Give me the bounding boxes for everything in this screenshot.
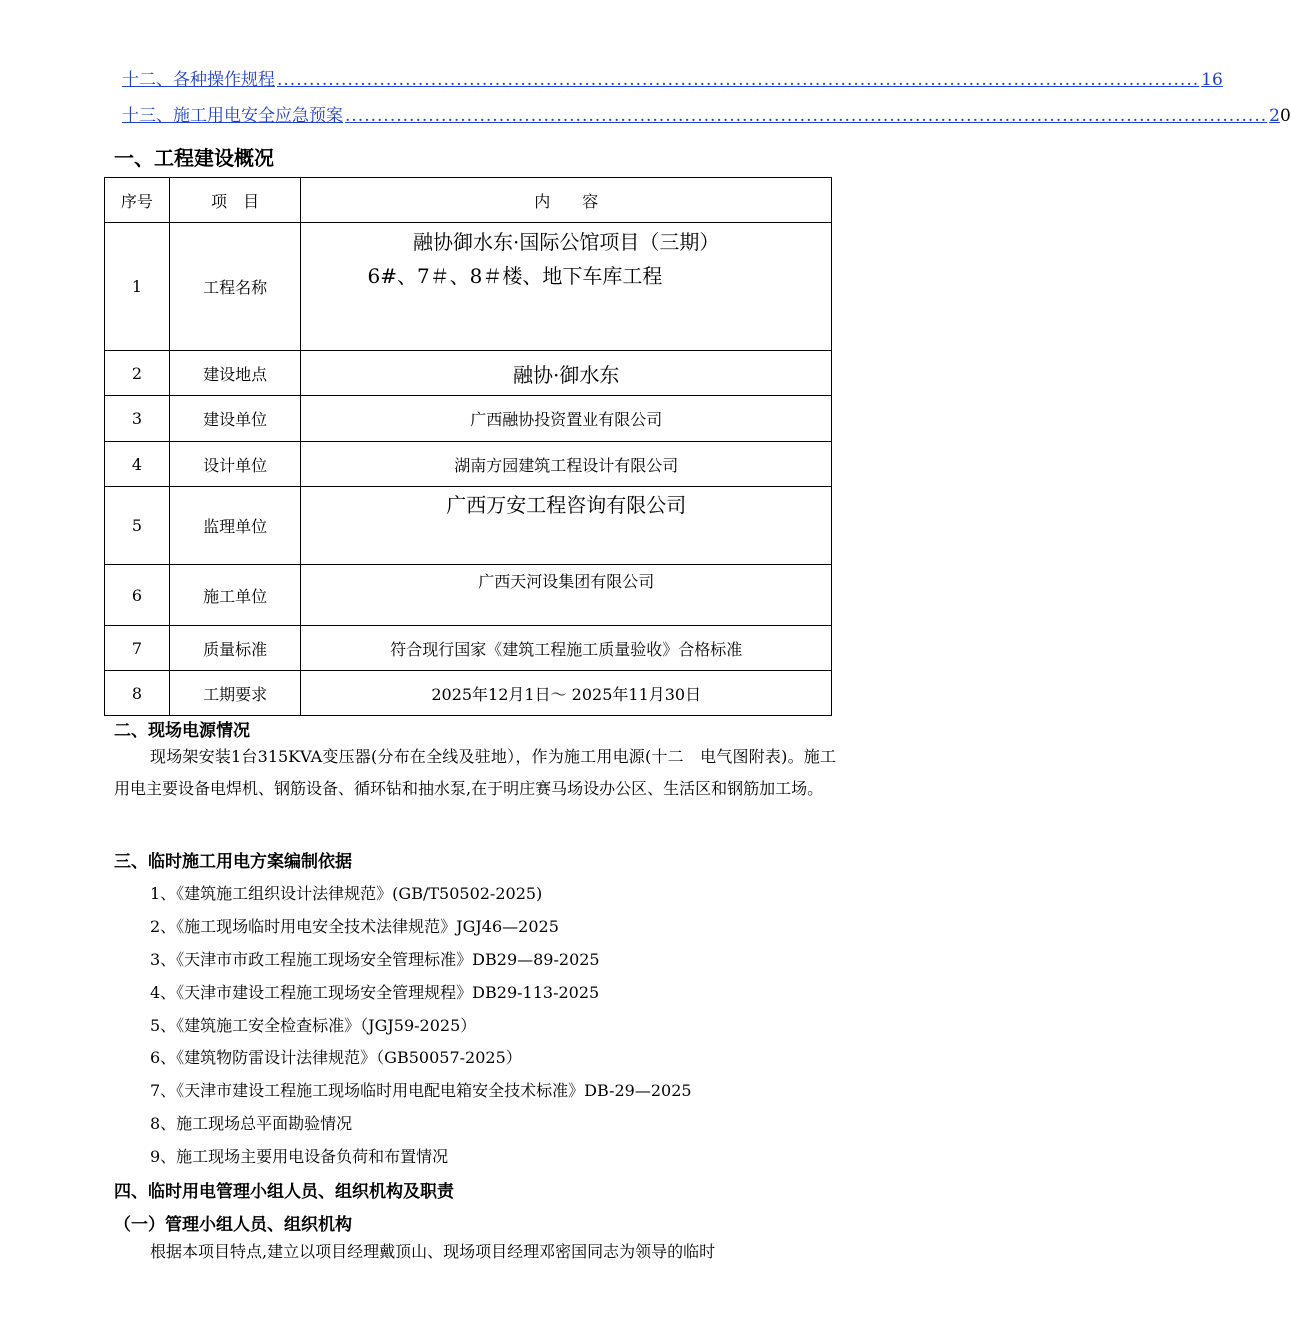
table-header-row	[105, 178, 832, 223]
section4-title: 四、临时用电管理小组人员、组织机构及职责	[114, 1182, 454, 1202]
row-content: 广西天河设集团有限公司	[301, 565, 832, 626]
toc-link-label[interactable]: 十三、施工用电安全应急预案	[122, 106, 343, 126]
section1-title: 一、工程建设概况	[114, 146, 274, 170]
section4-subtitle: （一）管理小组人员、组织机构	[114, 1215, 352, 1235]
table-row	[105, 626, 832, 671]
row-no: 6	[105, 565, 170, 626]
toc-link-label[interactable]: 十二、各种操作规程	[122, 70, 275, 90]
header-no: 序号	[105, 178, 170, 223]
reference-item: 5、《建筑施工安全检查标准》（JGJ59-2025）	[150, 1016, 477, 1035]
table-row	[105, 396, 832, 442]
row-no: 7	[105, 626, 170, 671]
row-item: 建设单位	[169, 396, 301, 442]
toc-leader-dots: ................................................................................................................................................	[345, 106, 1268, 126]
table-row	[105, 442, 832, 487]
row-no: 1	[105, 223, 170, 351]
header-content: 内 容	[301, 178, 832, 223]
reference-item: 1、《建筑施工组织设计法律规范》(GB/T50502-2025)	[150, 884, 543, 903]
section2-title: 二、现场电源情况	[114, 721, 250, 741]
row-no: 4	[105, 442, 170, 487]
toc-entry-12[interactable]	[122, 66, 1223, 90]
reference-item: 4、《天津市建设工程施工现场安全管理规程》DB29-113-2025	[150, 983, 600, 1002]
table-row	[105, 487, 832, 565]
section3-title: 三、临时施工用电方案编制依据	[114, 852, 352, 872]
toc-entry-13[interactable]	[122, 102, 1291, 126]
row-no: 8	[105, 671, 170, 716]
table-row	[105, 565, 832, 626]
project-name-line2: 6#、7＃、8＃楼、地下车库工程	[367, 264, 663, 288]
toc-page-number[interactable]: 2	[1269, 106, 1280, 126]
reference-item: 2、《施工现场临时用电安全技术法律规范》JGJ46—2025	[150, 917, 559, 936]
row-item: 质量标准	[169, 626, 301, 671]
reference-item: 9、施工现场主要用电设备负荷和布置情况	[150, 1147, 449, 1166]
project-name-line1: 融协御水东·国际公馆项目（三期）	[413, 230, 720, 254]
toc-page-number[interactable]: 16	[1201, 70, 1223, 90]
row-item: 建设地点	[169, 351, 301, 396]
project-overview-table	[104, 177, 832, 716]
row-content: 融协·御水东	[301, 351, 832, 396]
reference-item: 7、《天津市建设工程施工现场临时用电配电箱安全技术标准》DB-29—2025	[150, 1081, 692, 1100]
toc-page-number-tail: 0	[1279, 106, 1291, 126]
reference-item: 8、施工现场总平面勘验情况	[150, 1114, 353, 1133]
row-item: 设计单位	[169, 442, 301, 487]
table-row	[105, 351, 832, 396]
row-item: 施工单位	[169, 565, 301, 626]
row-no: 3	[105, 396, 170, 442]
row-content: 广西融协投资置业有限公司	[301, 396, 832, 442]
reference-item: 6、《建筑物防雷设计法律规范》（GB50057-2025）	[150, 1048, 522, 1067]
row-content: 广西万安工程咨询有限公司	[301, 487, 832, 565]
table-row	[105, 671, 832, 716]
row-no: 5	[105, 487, 170, 565]
row-content: 湖南方园建筑工程设计有限公司	[301, 442, 832, 487]
row-content: 2025年12月1日～ 2025年11月30日	[301, 671, 832, 716]
toc-leader-dots: ................................................................................................................................................	[277, 70, 1200, 90]
reference-item: 3、《天津市市政工程施工现场安全管理标准》DB29—89-2025	[150, 950, 600, 969]
row-content	[301, 223, 832, 351]
row-no: 2	[105, 351, 170, 396]
row-content: 符合现行国家《建筑工程施工质量验收》合格标准	[301, 626, 832, 671]
section4-paragraph: 根据本项目特点,建立以项目经理戴顶山、现场项目经理邓密国同志为领导的临时	[150, 1242, 716, 1261]
row-item: 工期要求	[169, 671, 301, 716]
row-item: 工程名称	[169, 223, 301, 351]
header-item: 项 目	[169, 178, 301, 223]
row-item: 监理单位	[169, 487, 301, 565]
section2-paragraph: 现场架安装1台315KVA变压器(分布在全线及驻地），作为施工用电源(十二 电气图附表)。施工用电主要设备电焊机、钢筋设备、循环钻和抽水泵,在于明庄赛马场设办公区、生活区和钢筋加工场。	[114, 747, 836, 798]
table-row	[105, 223, 832, 351]
